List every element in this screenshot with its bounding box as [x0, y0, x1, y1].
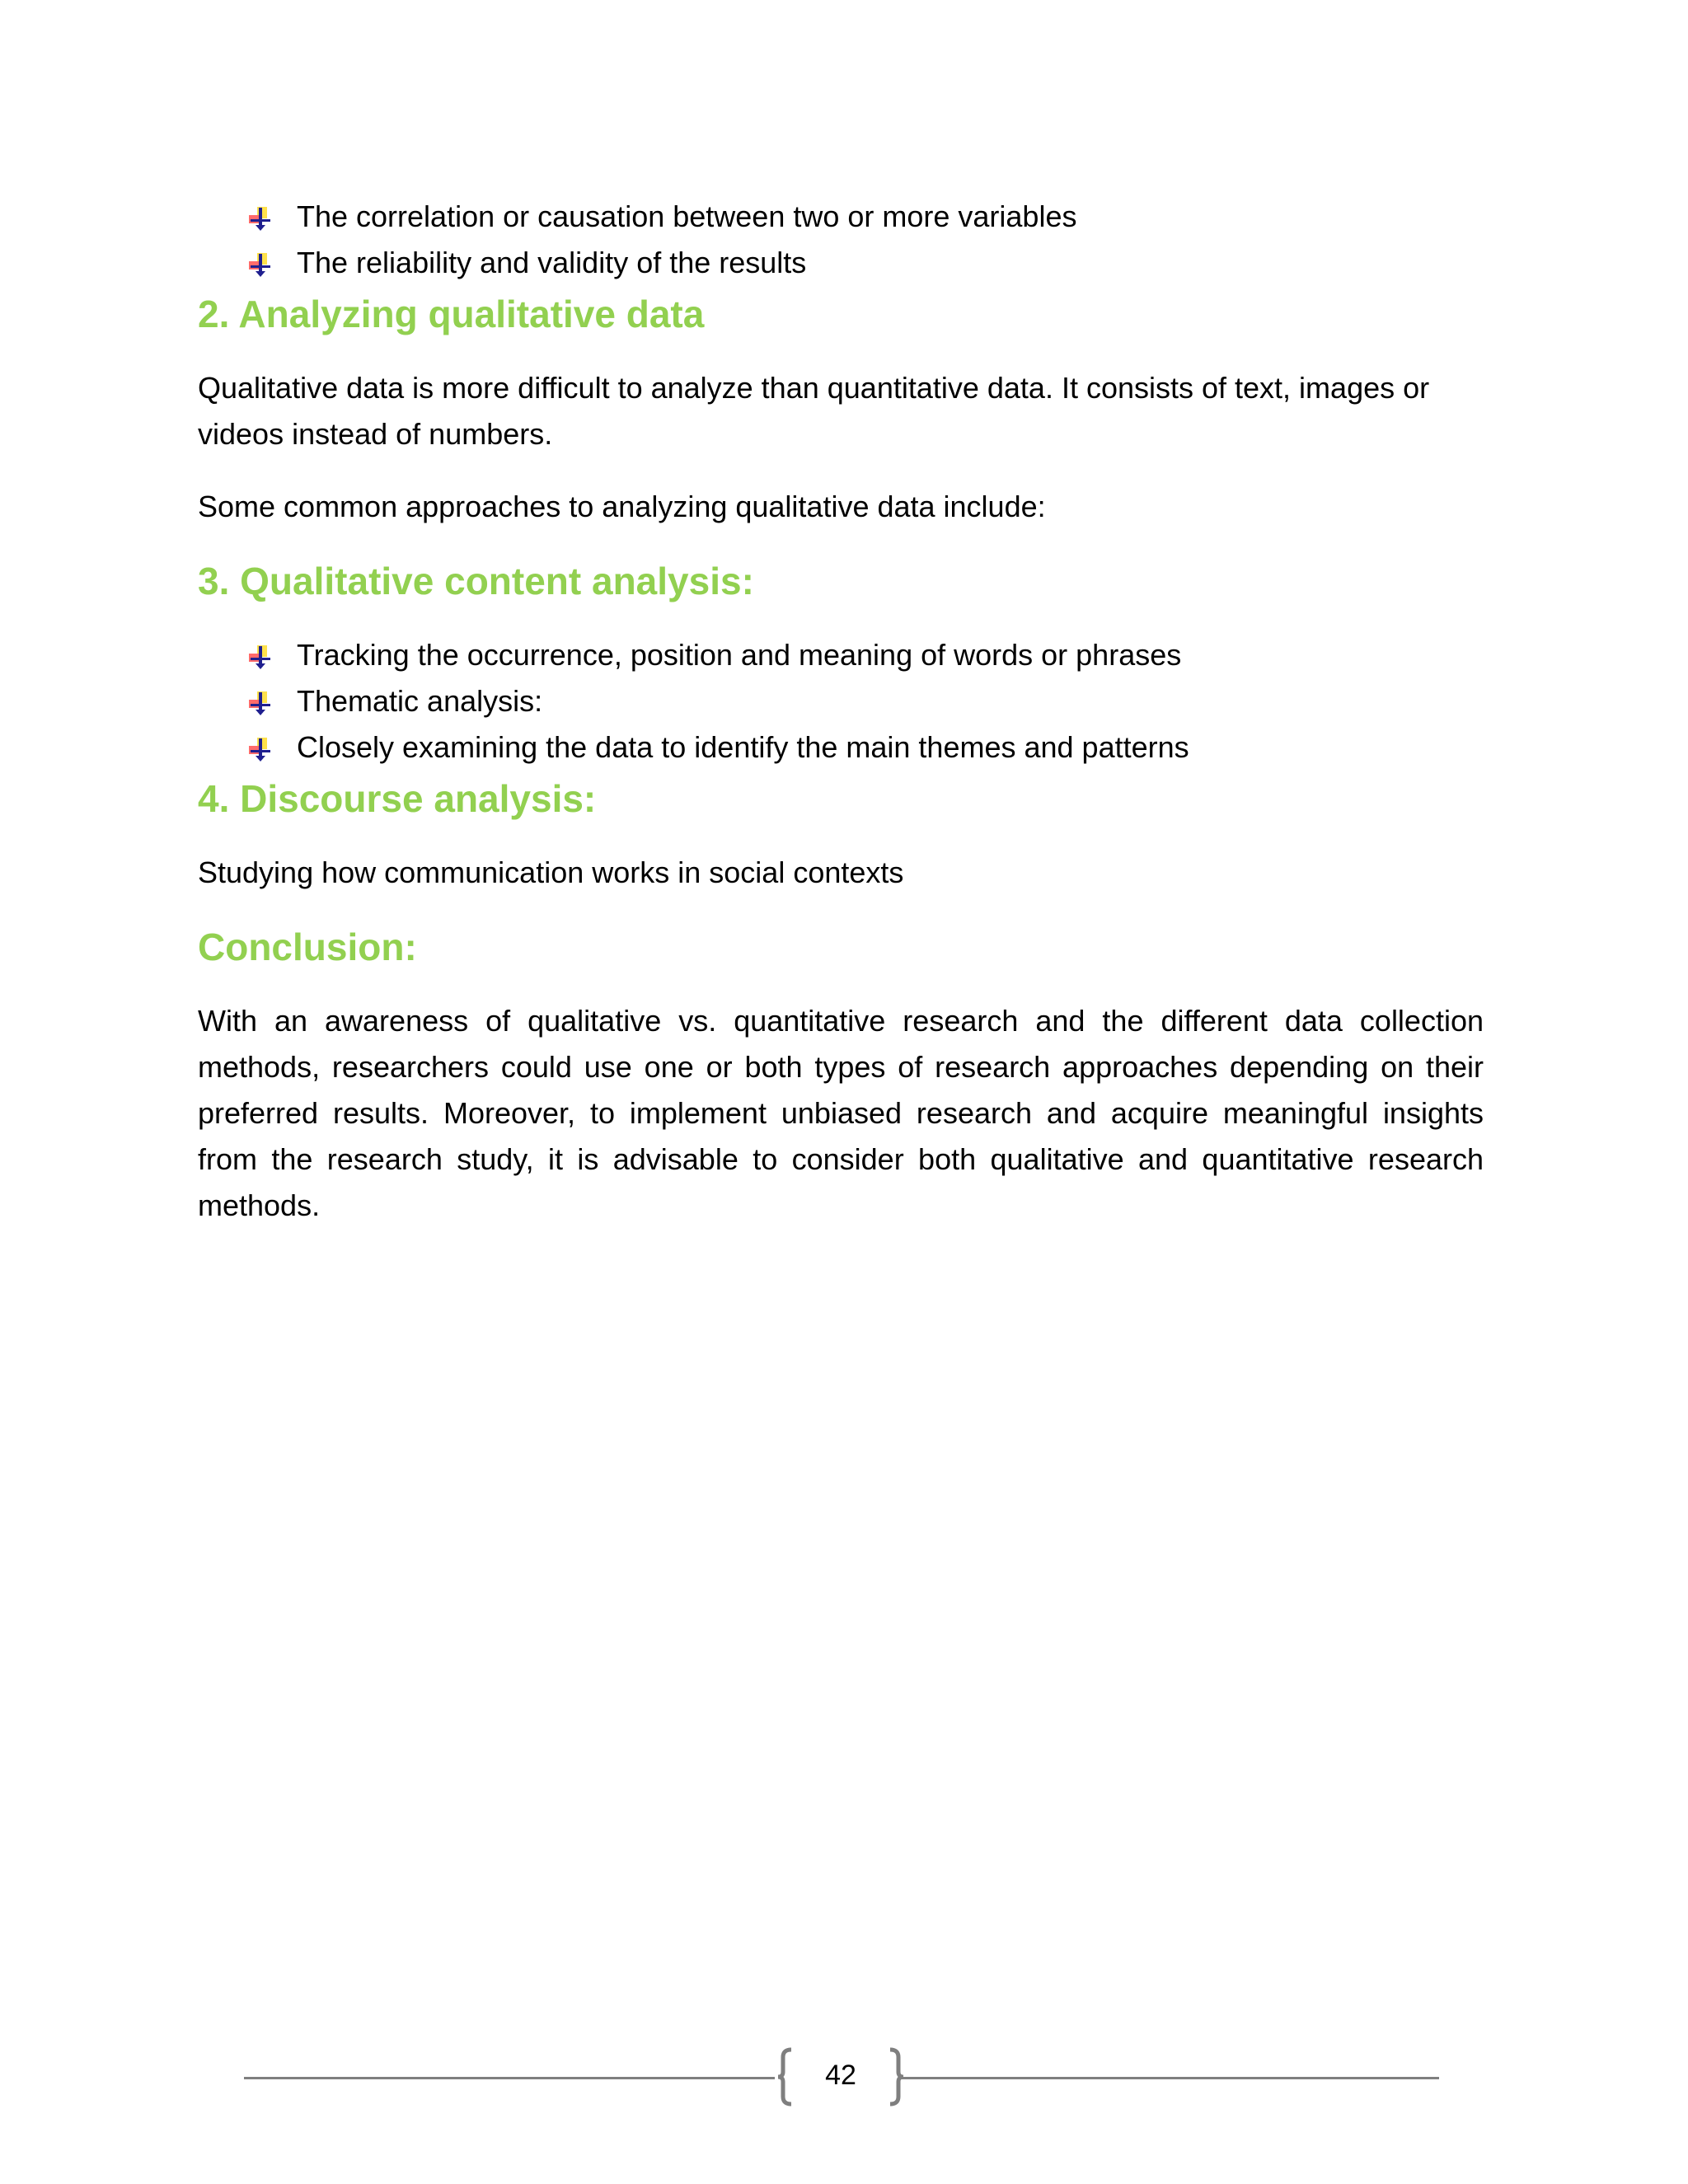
content-analysis-bullet-list	[198, 632, 1484, 771]
list-item-text: Closely examining the data to identify the main themes and patterns	[297, 730, 1189, 764]
document-page	[198, 194, 1484, 1229]
list-item-text: Thematic analysis:	[297, 684, 543, 718]
section-heading-conclusion: Conclusion:	[198, 926, 417, 968]
section-heading-qualitative-content-analysis: 3. Qualitative content analysis:	[198, 560, 754, 602]
footer-rule-left	[244, 2077, 775, 2079]
list-item-text: Tracking the occurrence, position and meaning of words or phrases	[297, 638, 1182, 672]
list-item	[247, 724, 1484, 771]
list-item-text: The reliability and validity of the results	[297, 246, 807, 279]
conclusion-paragraph: With an awareness of qualitative vs. quantitative research and the different data collection methods, researchers could use one or both types of research approaches depending on their preferred results. Moreover, to implement unbiased research and acquire meaningful insights from the research study, it is advisable to consider both qualitative and quantitative research methods.	[198, 1004, 1484, 1222]
paragraph: Studying how communication works in social contexts	[198, 855, 904, 889]
arrow-bullet-icon	[247, 251, 274, 278]
list-item	[247, 240, 1484, 286]
list-item-text: The correlation or causation between two or more variables	[297, 199, 1077, 233]
section-heading-analyzing-qualitative-data: 2. Analyzing qualitative data	[198, 293, 705, 335]
section-heading-discourse-analysis: 4. Discourse analysis:	[198, 777, 597, 820]
paragraph: Some common approaches to analyzing qualitative data include:	[198, 490, 1046, 523]
arrow-bullet-icon	[247, 644, 274, 670]
arrow-bullet-icon	[247, 736, 274, 762]
list-item	[247, 194, 1484, 240]
footer-rule-right	[900, 2077, 1439, 2079]
page-number: 42	[825, 2060, 856, 2091]
list-item	[247, 678, 1484, 724]
paragraph: Qualitative data is more difficult to analyze than quantitative data. It consists of text, images or videos instead of numbers.	[198, 371, 1430, 451]
intro-bullet-list	[198, 194, 1484, 286]
list-item	[247, 632, 1484, 678]
left-brace-icon	[775, 2047, 795, 2107]
arrow-bullet-icon	[247, 690, 274, 716]
arrow-bullet-icon	[247, 205, 274, 232]
